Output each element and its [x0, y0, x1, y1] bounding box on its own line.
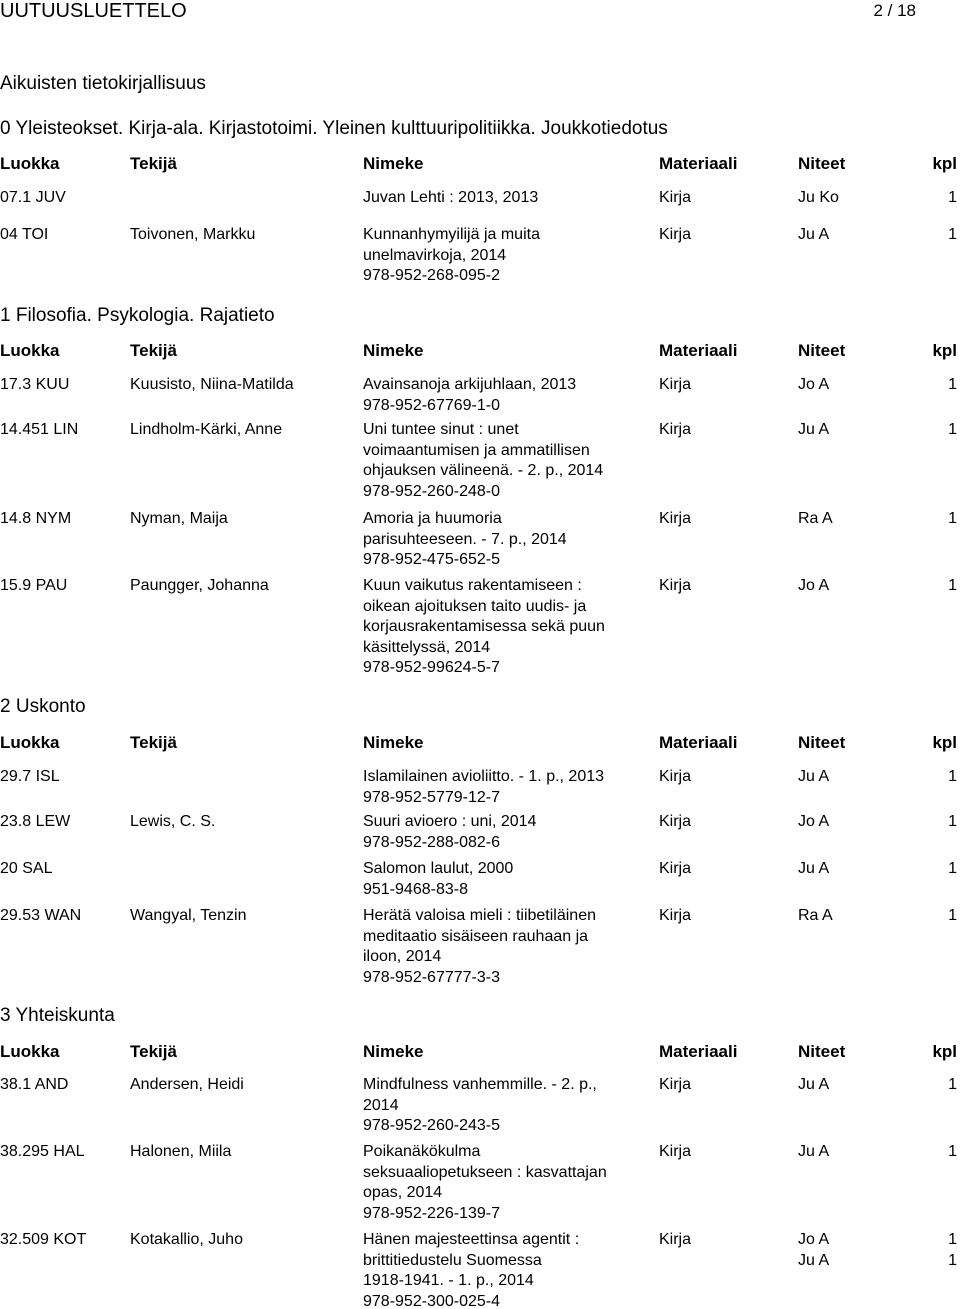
- nimeke-line: Suuri avioero : uni, 2014: [363, 813, 537, 830]
- cell-materiaali: Kirja: [659, 421, 692, 438]
- cell-niteet: Jo A: [798, 376, 830, 393]
- cell-luokka: 15.9 PAU: [0, 577, 68, 594]
- cell-niteet: Ra A: [798, 907, 833, 924]
- nimeke-line: brittitiedustelu Suomessa: [363, 1251, 542, 1269]
- cell-tekija: Halonen, Miila: [130, 1143, 232, 1160]
- cell-luokka: 17.3 KUU: [0, 376, 70, 393]
- nimeke-line: Kuun vaikutus rakentamiseen :: [363, 577, 582, 594]
- cell-niteet: Ju A: [798, 860, 830, 877]
- kpl-item: 1: [948, 1251, 957, 1269]
- isbn: 978-952-99624-5-7: [363, 659, 500, 676]
- nimeke-line: Uni tuntee sinut : unet: [363, 421, 519, 438]
- nimeke-line: meditaatio sisäiseen rauhaan ja: [363, 927, 589, 945]
- cell-materiaali: Kirja: [659, 226, 692, 243]
- cell-luokka: 38.295 HAL: [0, 1143, 85, 1160]
- column-header-materiaali: Materiaali: [659, 154, 738, 173]
- cell-kpl: 1: [948, 421, 957, 438]
- cell-materiaali: Kirja: [659, 1143, 692, 1160]
- nimeke-line: korjausrakentamisessa sekä puun: [363, 618, 605, 635]
- nimeke-line: seksuaaliopetukseen : kasvattajan: [363, 1163, 607, 1181]
- page-number: 2 / 18: [873, 1, 916, 20]
- isbn: 978-952-300-025-4: [363, 1292, 500, 1309]
- cell-tekija: Kotakallio, Juho: [130, 1231, 243, 1248]
- cell-nimeke: [363, 1142, 607, 1224]
- nimeke-line: ohjauksen välineenä. - 2. p., 2014: [363, 462, 604, 479]
- cell-kpl: 1: [948, 1076, 957, 1093]
- cell-niteet: Ju A: [798, 768, 830, 785]
- isbn: 978-952-268-095-2: [363, 267, 500, 284]
- column-header-tekija: Tekijä: [130, 733, 177, 752]
- column-header-niteet: Niteet: [798, 341, 846, 360]
- column-header-materiaali: Materiaali: [659, 733, 738, 752]
- cell-niteet: [798, 1230, 829, 1271]
- isbn: 978-952-475-652-5: [363, 551, 500, 568]
- cell-luokka: 38.1 AND: [0, 1076, 69, 1093]
- cell-kpl: 1: [948, 226, 957, 243]
- nimeke-line: Herätä valoisa mieli : tiibetiläinen: [363, 907, 596, 924]
- nimeke-line: voimaantumisen ja ammatillisen: [363, 441, 590, 459]
- cell-luokka: 14.451 LIN: [0, 421, 79, 438]
- column-header-luokka: Luokka: [0, 341, 60, 360]
- kpl-item: 1: [948, 1231, 957, 1248]
- cell-niteet: Ju A: [798, 1076, 830, 1093]
- cell-nimeke: [363, 509, 567, 571]
- cell-kpl: [948, 1230, 957, 1271]
- column-header-niteet: Niteet: [798, 154, 846, 173]
- column-header-tekija: Tekijä: [130, 341, 177, 360]
- nimeke-line: Mindfulness vanhemmille. - 2. p.,: [363, 1076, 597, 1093]
- page-title: UUTUUSLUETTELO: [0, 0, 187, 22]
- isbn: 978-952-67769-1-0: [363, 396, 500, 414]
- nimeke-line: Amoria ja huumoria: [363, 510, 502, 527]
- cell-niteet: Jo A: [798, 577, 830, 594]
- column-header-materiaali: Materiaali: [659, 341, 738, 360]
- cell-niteet: Ra A: [798, 510, 833, 527]
- niteet-item: Ju A: [798, 1251, 830, 1269]
- isbn: 978-952-5779-12-7: [363, 788, 500, 806]
- cell-luokka: 23.8 LEW: [0, 813, 71, 830]
- column-header-kpl: kpl: [932, 1042, 957, 1061]
- cell-nimeke: [363, 767, 604, 808]
- column-header-luokka: Luokka: [0, 733, 60, 752]
- cell-nimeke: [363, 906, 596, 988]
- cell-materiaali: Kirja: [659, 510, 692, 527]
- cell-materiaali: Kirja: [659, 768, 692, 785]
- nimeke-line: unelmavirkoja, 2014: [363, 246, 507, 264]
- cell-nimeke: [363, 812, 536, 853]
- isbn: 951-9468-83-8: [363, 880, 468, 898]
- section-title: 2 Uskonto: [0, 696, 86, 717]
- column-header-tekija: Tekijä: [130, 154, 177, 173]
- cell-nimeke: [363, 375, 576, 416]
- nimeke-line: Kunnanhymyilijä ja muita: [363, 226, 540, 243]
- cell-materiaali: Kirja: [659, 376, 692, 393]
- nimeke-line: Islamilainen avioliitto. - 1. p., 2013: [363, 768, 605, 785]
- nimeke-line: iloon, 2014: [363, 948, 442, 965]
- cell-materiaali: Kirja: [659, 860, 692, 877]
- cell-tekija: Lindholm-Kärki, Anne: [130, 421, 283, 438]
- nimeke-line: Poikanäkökulma: [363, 1143, 481, 1160]
- cell-nimeke: [363, 1230, 579, 1309]
- cell-kpl: 1: [948, 189, 957, 206]
- section-title: 0 Yleisteokset. Kirja-ala. Kirjastotoimi. Yleinen kulttuuripolitiikka. Joukkotiedotus: [0, 118, 668, 139]
- cell-tekija: Andersen, Heidi: [130, 1076, 244, 1093]
- nimeke-line: opas, 2014: [363, 1184, 443, 1201]
- cell-materiaali: Kirja: [659, 813, 692, 830]
- cell-kpl: 1: [948, 907, 957, 924]
- cell-tekija: Nyman, Maija: [130, 510, 228, 527]
- column-header-nimeke: Nimeke: [363, 1042, 424, 1061]
- cell-nimeke: [363, 1075, 597, 1137]
- cell-niteet: Jo A: [798, 813, 830, 830]
- cell-tekija: Wangyal, Tenzin: [130, 907, 247, 924]
- cell-materiaali: Kirja: [659, 1231, 692, 1248]
- cell-luokka: 29.7 ISL: [0, 768, 60, 785]
- nimeke-line: parisuhteeseen. - 7. p., 2014: [363, 530, 567, 548]
- cell-kpl: 1: [948, 1143, 957, 1160]
- cell-niteet: Ju A: [798, 226, 830, 243]
- section-title: 3 Yhteiskunta: [0, 1005, 115, 1026]
- cell-materiaali: Kirja: [659, 907, 692, 924]
- cell-nimeke: [363, 188, 538, 209]
- cell-niteet: Ju Ko: [798, 189, 839, 206]
- cell-kpl: 1: [948, 860, 957, 877]
- cell-kpl: 1: [948, 510, 957, 527]
- nimeke-line: käsittelyssä, 2014: [363, 638, 491, 656]
- cell-tekija: Toivonen, Markku: [130, 226, 256, 243]
- cell-luokka: 04 TOI: [0, 226, 49, 243]
- cell-luokka: 07.1 JUV: [0, 189, 66, 206]
- column-header-nimeke: Nimeke: [363, 154, 424, 173]
- cell-kpl: 1: [948, 813, 957, 830]
- column-header-luokka: Luokka: [0, 1042, 60, 1061]
- cell-materiaali: Kirja: [659, 189, 692, 206]
- cell-luokka: 14.8 NYM: [0, 510, 72, 527]
- column-header-tekija: Tekijä: [130, 1042, 177, 1061]
- niteet-item: Jo A: [798, 1231, 830, 1248]
- cell-materiaali: Kirja: [659, 577, 692, 594]
- main-heading: Aikuisten tietokirjallisuus: [0, 73, 206, 94]
- cell-luokka: 32.509 KOT: [0, 1231, 87, 1248]
- nimeke-line: Salomon laulut, 2000: [363, 860, 514, 877]
- cell-kpl: 1: [948, 376, 957, 393]
- isbn: 978-952-260-248-0: [363, 482, 500, 500]
- isbn: 978-952-226-139-7: [363, 1204, 500, 1222]
- cell-luokka: 29.53 WAN: [0, 907, 82, 924]
- column-header-kpl: kpl: [932, 154, 957, 173]
- column-header-kpl: kpl: [932, 733, 957, 752]
- cell-nimeke: [363, 225, 540, 287]
- cell-nimeke: [363, 859, 513, 900]
- cell-nimeke: [363, 576, 605, 679]
- column-header-niteet: Niteet: [798, 733, 846, 752]
- cell-luokka: 20 SAL: [0, 860, 53, 877]
- column-header-niteet: Niteet: [798, 1042, 846, 1061]
- isbn: 978-952-67777-3-3: [363, 968, 500, 986]
- section-title: 1 Filosofia. Psykologia. Rajatieto: [0, 305, 275, 326]
- isbn: 978-952-260-243-5: [363, 1117, 500, 1134]
- cell-kpl: 1: [948, 577, 957, 594]
- cell-kpl: 1: [948, 768, 957, 785]
- nimeke-line: Avainsanoja arkijuhlaan, 2013: [363, 376, 577, 393]
- column-header-nimeke: Nimeke: [363, 733, 424, 752]
- column-header-materiaali: Materiaali: [659, 1042, 738, 1061]
- cell-tekija: Paungger, Johanna: [130, 577, 269, 594]
- cell-tekija: Kuusisto, Niina-Matilda: [130, 376, 294, 393]
- nimeke-line: Juvan Lehti : 2013, 2013: [363, 189, 539, 206]
- nimeke-line: Hänen majesteettinsa agentit :: [363, 1231, 580, 1248]
- column-header-nimeke: Nimeke: [363, 341, 424, 360]
- isbn: 978-952-288-082-6: [363, 833, 500, 851]
- cell-niteet: Ju A: [798, 1143, 830, 1160]
- column-header-kpl: kpl: [932, 341, 957, 360]
- column-header-luokka: Luokka: [0, 154, 60, 173]
- cell-tekija: Lewis, C. S.: [130, 813, 216, 830]
- nimeke-line: oikean ajoituksen taito uudis- ja: [363, 597, 587, 615]
- nimeke-line: 2014: [363, 1096, 399, 1114]
- nimeke-line: 1918-1941. - 1. p., 2014: [363, 1272, 534, 1289]
- cell-niteet: Ju A: [798, 421, 830, 438]
- cell-materiaali: Kirja: [659, 1076, 692, 1093]
- cell-nimeke: [363, 420, 603, 502]
